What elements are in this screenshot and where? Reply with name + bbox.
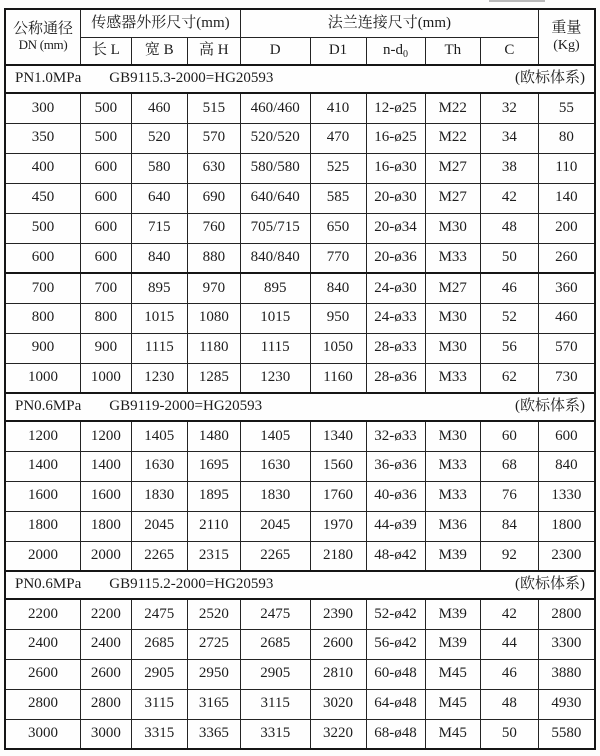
table-cell: M30 [425,333,480,363]
table-cell: 515 [187,93,240,123]
table-cell: 715 [131,213,187,243]
table-cell: 56 [481,333,539,363]
table-cell: 970 [187,273,240,303]
header-col-nd0-base: n-d [383,42,404,59]
table-cell: 350 [5,123,81,153]
table-cell: 110 [538,153,595,183]
table-cell: 900 [81,333,132,363]
table-cell: 24-ø33 [366,303,425,333]
table-cell: 2600 [310,629,366,659]
table-cell: 2110 [187,511,240,541]
table-row [5,511,595,541]
table-cell: 1630 [131,451,187,481]
table-cell: 56-ø42 [366,629,425,659]
table-cell: 1230 [240,363,310,393]
table-cell: M33 [425,451,480,481]
header-flange-group: 法兰连接尺寸(mm) [240,9,538,37]
table-cell: 1480 [187,421,240,451]
table-cell: 450 [5,183,81,213]
table-cell: 895 [131,273,187,303]
section-standard-code: GB9119-2000=HG20593 [109,398,263,415]
table-row [5,541,595,571]
table-cell: 1400 [81,451,132,481]
table-cell: M36 [425,511,480,541]
section-standard-code: GB9115.3-2000=HG20593 [109,70,274,87]
table-cell: 600 [5,243,81,273]
header-col-nd0 [366,37,425,65]
table-cell: 64-ø48 [366,689,425,719]
table-cell: 50 [481,719,539,749]
table-cell: 570 [187,123,240,153]
table-cell: 1330 [538,481,595,511]
table-cell: 2685 [240,629,310,659]
table-cell: 80 [538,123,595,153]
table-cell: 2475 [240,599,310,629]
table-cell: 60-ø48 [366,659,425,689]
table-cell: 3315 [240,719,310,749]
table-cell: 2200 [5,599,81,629]
table-cell: 16-ø30 [366,153,425,183]
table-cell: 2475 [131,599,187,629]
table-cell: 600 [81,183,132,213]
table-cell: 895 [240,273,310,303]
table-cell: 2685 [131,629,187,659]
table-cell: 2045 [240,511,310,541]
table-cell: 52-ø42 [366,599,425,629]
table-cell: 2265 [131,541,187,571]
table-cell: 20-ø34 [366,213,425,243]
table-cell: 600 [81,243,132,273]
table-cell: 4930 [538,689,595,719]
table-cell: 600 [81,213,132,243]
table-cell: 1050 [310,333,366,363]
table-cell: 1800 [5,511,81,541]
header-row-2 [5,37,595,65]
table-cell: 16-ø25 [366,123,425,153]
table-cell: 32 [481,93,539,123]
table-row [5,689,595,719]
table-cell: 2300 [538,541,595,571]
table-cell: 840 [131,243,187,273]
table-cell: 1000 [81,363,132,393]
table-row [5,363,595,393]
table-cell: 2265 [240,541,310,571]
section-note: (欧标体系) [515,576,585,593]
table-cell: 470 [310,123,366,153]
table-cell: 5580 [538,719,595,749]
table-cell: 580 [131,153,187,183]
section-standard-code: GB9115.2-2000=HG20593 [109,576,274,593]
table-cell: 46 [481,659,539,689]
table-cell: M30 [425,421,480,451]
table-cell: 600 [81,153,132,183]
table-cell: 1115 [131,333,187,363]
table-cell: M27 [425,183,480,213]
table-cell: M30 [425,213,480,243]
table-cell: 36-ø36 [366,451,425,481]
table-cell: 2600 [5,659,81,689]
table-cell: 3000 [5,719,81,749]
table-row [5,629,595,659]
table-cell: 2905 [131,659,187,689]
table-cell: 44-ø39 [366,511,425,541]
table-row [5,183,595,213]
table-cell: 1800 [538,511,595,541]
table-cell: 68-ø48 [366,719,425,749]
table-cell: 1895 [187,481,240,511]
table-cell: 1695 [187,451,240,481]
header-dn [5,9,81,65]
table-cell: 400 [5,153,81,183]
table-row [5,93,595,123]
table-cell: 1600 [81,481,132,511]
table-cell: 2400 [5,629,81,659]
table-cell: 1340 [310,421,366,451]
table-cell: 200 [538,213,595,243]
table-cell: 2400 [81,629,132,659]
table-cell: 700 [81,273,132,303]
table-cell: 1830 [240,481,310,511]
section-pressure-rating: PN1.0MPa [15,70,82,87]
table-cell: M39 [425,599,480,629]
table-cell: 48 [481,689,539,719]
section-header-row [5,393,595,421]
table-cell: M39 [425,629,480,659]
table-cell: 840 [310,273,366,303]
section-note: (欧标体系) [515,398,585,415]
header-col-d1: D1 [310,37,366,65]
table-cell: 24-ø30 [366,273,425,303]
table-cell: 950 [310,303,366,333]
table-cell: M45 [425,719,480,749]
table-cell: 42 [481,599,539,629]
table-cell: 48 [481,213,539,243]
section-pressure-rating: PN0.6MPa [15,576,82,593]
table-cell: 2905 [240,659,310,689]
table-row [5,659,595,689]
table-cell: 525 [310,153,366,183]
table-cell: 1115 [240,333,310,363]
table-row [5,243,595,273]
table-cell: 840/840 [240,243,310,273]
table-cell: 840 [538,451,595,481]
table-cell: M33 [425,243,480,273]
header-col-c: C [481,37,539,65]
table-cell: 76 [481,481,539,511]
table-cell: 1400 [5,451,81,481]
table-cell: M30 [425,303,480,333]
table-cell: 3115 [240,689,310,719]
section-header-cell [5,65,595,93]
table-cell: 42 [481,183,539,213]
table-cell: 2390 [310,599,366,629]
table-cell: 140 [538,183,595,213]
table-cell: 20-ø30 [366,183,425,213]
header-col-height: 高 H [187,37,240,65]
table-cell: 1080 [187,303,240,333]
table-cell: 84 [481,511,539,541]
table-cell: 12-ø25 [366,93,425,123]
table-cell: 1015 [131,303,187,333]
table-cell: 3880 [538,659,595,689]
table-cell: 2520 [187,599,240,629]
table-cell: 52 [481,303,539,333]
table-cell: 760 [187,213,240,243]
table-cell: 600 [538,421,595,451]
table-cell: 800 [5,303,81,333]
table-cell: 300 [5,93,81,123]
table-cell: 1760 [310,481,366,511]
table-cell: M45 [425,659,480,689]
table-cell: 3220 [310,719,366,749]
table-cell: 770 [310,243,366,273]
section-note: (欧标体系) [515,70,585,87]
table-cell: 460/460 [240,93,310,123]
table-cell: 68 [481,451,539,481]
table-cell: 1015 [240,303,310,333]
table-cell: 650 [310,213,366,243]
table-row [5,451,595,481]
table-cell: 500 [81,93,132,123]
table-cell: 1405 [240,421,310,451]
table-row [5,333,595,363]
table-cell: 3020 [310,689,366,719]
table-cell: 2810 [310,659,366,689]
table-cell: 46 [481,273,539,303]
table-cell: 500 [5,213,81,243]
table-row [5,303,595,333]
table-cell: 1160 [310,363,366,393]
table-row [5,481,595,511]
table-cell: M39 [425,541,480,571]
table-cell: 1800 [81,511,132,541]
header-sensor-group: 传感器外形尺寸(mm) [81,9,241,37]
table-cell: 3315 [131,719,187,749]
table-row [5,719,595,749]
table-cell: 690 [187,183,240,213]
table-row [5,213,595,243]
table-cell: M22 [425,93,480,123]
table-cell: 1970 [310,511,366,541]
header-col-width: 宽 B [131,37,187,65]
table-cell: 640/640 [240,183,310,213]
table-cell: 410 [310,93,366,123]
header-col-length: 长 L [81,37,132,65]
section-pressure-rating: PN0.6MPa [15,398,82,415]
table-cell: 2800 [81,689,132,719]
section-header-row [5,65,595,93]
table-cell: M33 [425,481,480,511]
table-cell: 2045 [131,511,187,541]
table-cell: 2200 [81,599,132,629]
table-row [5,153,595,183]
table-cell: 38 [481,153,539,183]
table-cell: M27 [425,273,480,303]
table-cell: 705/715 [240,213,310,243]
table-cell: 3165 [187,689,240,719]
table-cell: 580/580 [240,153,310,183]
table-cell: 1230 [131,363,187,393]
table-cell: 62 [481,363,539,393]
header-weight-label: 重量 [551,20,582,37]
header-row-1 [5,9,595,37]
table-cell: M27 [425,153,480,183]
table-cell: 2950 [187,659,240,689]
table-cell: 360 [538,273,595,303]
table-cell: 460 [538,303,595,333]
table-cell: 2600 [81,659,132,689]
table-cell: 1200 [5,421,81,451]
table-cell: 28-ø36 [366,363,425,393]
header-col-d: D [240,37,310,65]
table-cell: 1630 [240,451,310,481]
table-cell: 570 [538,333,595,363]
table-cell: 2725 [187,629,240,659]
header-dn-unit: DN (mm) [18,37,68,53]
table-body [5,65,595,749]
table-cell: 50 [481,243,539,273]
table-cell: 2800 [5,689,81,719]
section-header-cell [5,393,595,421]
table-row [5,123,595,153]
section-header-cell [5,571,595,599]
table-cell: M33 [425,363,480,393]
table-cell: 500 [81,123,132,153]
table-cell: 880 [187,243,240,273]
table-cell: M22 [425,123,480,153]
table-cell: 32-ø33 [366,421,425,451]
table-cell: 1560 [310,451,366,481]
table-cell: 520 [131,123,187,153]
table-cell: 92 [481,541,539,571]
header-col-nd0-sub: 0 [403,49,409,61]
table-cell: 585 [310,183,366,213]
header-dn-label: 公称通径 [13,20,74,37]
table-cell: 1405 [131,421,187,451]
header-weight-unit: (Kg) [553,37,580,53]
table-cell: 44 [481,629,539,659]
table-cell: 1600 [5,481,81,511]
table-cell: 1180 [187,333,240,363]
table-cell: 2315 [187,541,240,571]
table-cell: 630 [187,153,240,183]
table-row [5,421,595,451]
table-cell: 2800 [538,599,595,629]
table-cell: 3000 [81,719,132,749]
table-cell: 48-ø42 [366,541,425,571]
table-cell: 260 [538,243,595,273]
table-cell: 2180 [310,541,366,571]
table-cell: 640 [131,183,187,213]
table-cell: 2000 [81,541,132,571]
table-cell: M45 [425,689,480,719]
table-cell: 2000 [5,541,81,571]
table-cell: 55 [538,93,595,123]
header-weight [538,9,595,65]
table-cell: 1200 [81,421,132,451]
table-row [5,273,595,303]
scan-artifact-line [489,0,545,2]
table-cell: 800 [81,303,132,333]
table-cell: 1285 [187,363,240,393]
table-cell: 3300 [538,629,595,659]
table-cell: 730 [538,363,595,393]
table-cell: 1000 [5,363,81,393]
table-cell: 3115 [131,689,187,719]
table-cell: 20-ø36 [366,243,425,273]
table-cell: 460 [131,93,187,123]
table-cell: 40-ø36 [366,481,425,511]
header-col-th: Th [425,37,480,65]
table-cell: 1830 [131,481,187,511]
table-cell: 28-ø33 [366,333,425,363]
table-cell: 60 [481,421,539,451]
table-cell: 3365 [187,719,240,749]
table-cell: 520/520 [240,123,310,153]
table-cell: 700 [5,273,81,303]
table-row [5,599,595,629]
table-cell: 900 [5,333,81,363]
section-header-row [5,571,595,599]
table-cell: 34 [481,123,539,153]
spec-table [4,8,596,750]
